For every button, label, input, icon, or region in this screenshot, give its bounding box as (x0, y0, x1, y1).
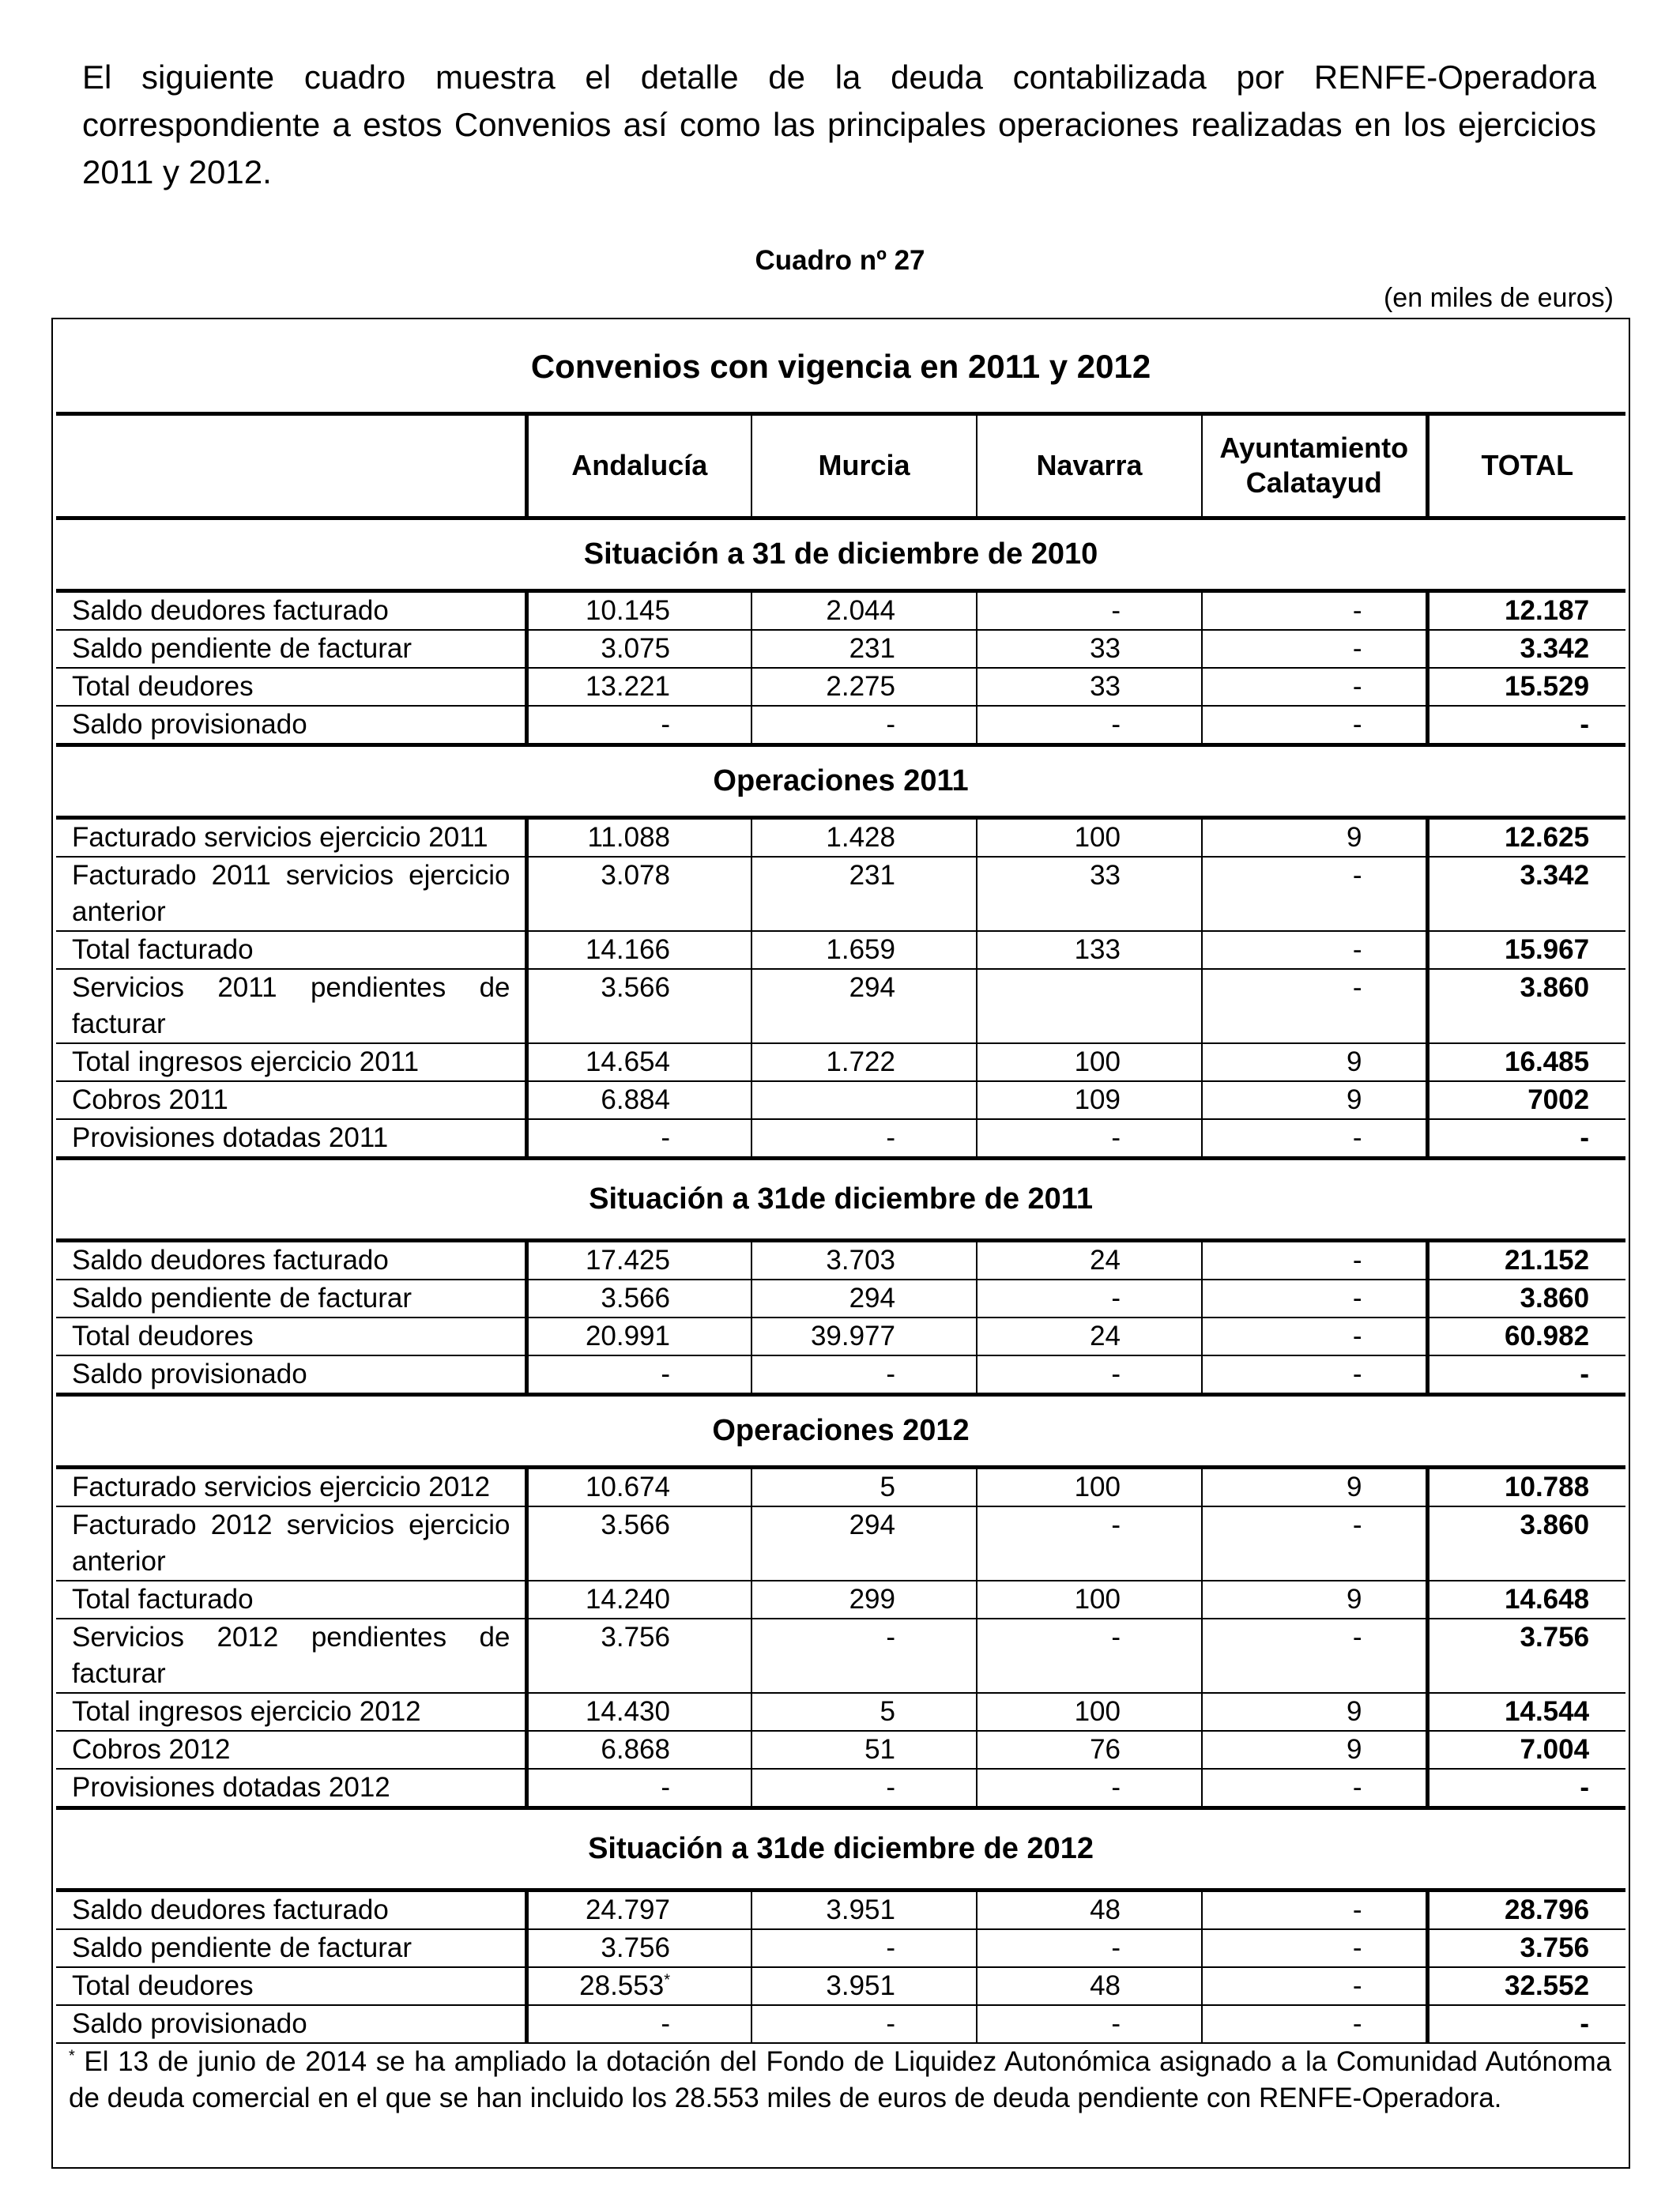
table-row (56, 1467, 1625, 1506)
cell-value: - (977, 590, 1202, 630)
table-row (56, 817, 1625, 857)
table-row (56, 969, 1625, 1043)
cell-value: 100 (977, 817, 1202, 857)
total-value: 12.625 (1427, 817, 1625, 857)
cell-value: 2.044 (751, 590, 977, 630)
cell-value: 9 (1202, 1043, 1427, 1081)
column-header-andalucia: Andalucía (526, 413, 751, 518)
cell-value: - (751, 1619, 977, 1693)
table-row (56, 1506, 1625, 1581)
table-row (56, 1081, 1625, 1119)
cell-value: 51 (751, 1731, 977, 1769)
total-value: 7002 (1427, 1081, 1625, 1119)
cell-value: 33 (977, 668, 1202, 706)
cell-value: 109 (977, 1081, 1202, 1119)
table-row (56, 668, 1625, 706)
total-value: 60.982 (1427, 1318, 1625, 1355)
column-header-navarra: Navarra (977, 413, 1202, 518)
cell-value: 3.075 (526, 630, 751, 668)
section-title: Operaciones 2011 (56, 745, 1625, 817)
table-row (56, 590, 1625, 630)
cell-value: - (1202, 931, 1427, 969)
row-label: Saldo pendiente de facturar (56, 630, 526, 668)
cell-value: 11.088 (526, 817, 751, 857)
cell-value: - (977, 1929, 1202, 1967)
cell-value: 14.430 (526, 1693, 751, 1731)
total-value: - (1427, 1119, 1625, 1159)
total-value: 7.004 (1427, 1731, 1625, 1769)
table-row (56, 1769, 1625, 1808)
cell-value: 5 (751, 1693, 977, 1731)
row-label: Provisiones dotadas 2012 (56, 1769, 526, 1808)
row-label: Saldo deudores facturado (56, 590, 526, 630)
cell-value: - (1202, 969, 1427, 1043)
cell-value: 133 (977, 931, 1202, 969)
total-value: 3.860 (1427, 969, 1625, 1043)
table-row (56, 857, 1625, 931)
units-label: (en miles de euros) (1383, 283, 1614, 313)
table-row (56, 1355, 1625, 1395)
cell-value: 76 (977, 1731, 1202, 1769)
table-row (56, 1929, 1625, 1967)
column-header-calatayud-line1: Ayuntamiento (1219, 432, 1409, 464)
row-label: Total ingresos ejercicio 2011 (56, 1043, 526, 1081)
cuadro-title: Cuadro nº 27 (755, 245, 925, 276)
cell-value: 3.756 (526, 1929, 751, 1967)
cell-value: - (977, 1506, 1202, 1581)
table-row (56, 931, 1625, 969)
total-value: 16.485 (1427, 1043, 1625, 1081)
cell-value: - (751, 706, 977, 745)
row-label: Total facturado (56, 1581, 526, 1619)
cell-value: 5 (751, 1467, 977, 1506)
column-header-calatayud-line2: Calatayud (1245, 466, 1382, 499)
cell-value: - (1202, 1355, 1427, 1395)
row-label: Total ingresos ejercicio 2012 (56, 1693, 526, 1731)
cell-value: - (1202, 1280, 1427, 1318)
row-label: Facturado 2011 servicios ejercicio anterior (56, 857, 526, 931)
total-value: 14.648 (1427, 1581, 1625, 1619)
cell-value: - (1202, 630, 1427, 668)
debt-table (56, 322, 1625, 2122)
table-row (56, 1581, 1625, 1619)
total-value: - (1427, 2005, 1625, 2043)
total-value: 3.860 (1427, 1280, 1625, 1318)
column-header-total: TOTAL (1427, 413, 1625, 518)
table-row (56, 1619, 1625, 1693)
cell-value: - (1202, 857, 1427, 931)
cell-value: 14.240 (526, 1581, 751, 1619)
total-value: 3.756 (1427, 1929, 1625, 1967)
column-header-calatayud (1202, 413, 1427, 518)
intro-paragraph: El siguiente cuadro muestra el detalle de la deuda contabilizada por RENFE-Operadora correspondiente a estos Convenios así como las principales operaciones realizadas en los ejercicios 2011 y 2012. (82, 58, 1596, 190)
cell-value: 231 (751, 630, 977, 668)
cell-value: - (751, 1769, 977, 1808)
cell-value: 6.868 (526, 1731, 751, 1769)
table-row (56, 1967, 1625, 2005)
cell-value: - (661, 1122, 670, 1153)
total-value: - (1427, 1769, 1625, 1808)
row-label: Saldo provisionado (56, 706, 526, 745)
row-label: Facturado servicios ejercicio 2011 (56, 817, 526, 857)
row-label: Total facturado (56, 931, 526, 969)
cell-value (977, 969, 1202, 1043)
table-row (56, 2005, 1625, 2043)
row-label: Saldo pendiente de facturar (56, 1280, 526, 1318)
section-title: Situación a 31de diciembre de 2011 (56, 1158, 1625, 1240)
cell-value: 24 (977, 1318, 1202, 1355)
cell-value: 9 (1202, 1693, 1427, 1731)
table-row (56, 1119, 1625, 1159)
total-value: 3.342 (1427, 857, 1625, 931)
footnote-marker: * (664, 1970, 670, 1989)
row-label: Facturado 2012 servicios ejercicio anterior (56, 1506, 526, 1581)
row-label: Saldo deudores facturado (56, 1890, 526, 1929)
cell-value: 3.951 (751, 1967, 977, 2005)
total-value: - (1427, 706, 1625, 745)
cell-value: - (661, 708, 670, 740)
cell-value: - (977, 1355, 1202, 1395)
cell-value: - (1202, 1929, 1427, 1967)
total-value: 15.529 (1427, 668, 1625, 706)
cell-value: - (661, 1358, 670, 1389)
cell-value: 299 (751, 1581, 977, 1619)
table-row (56, 706, 1625, 745)
cell-value: 24.797 (526, 1890, 751, 1929)
cell-value: - (977, 706, 1202, 745)
row-label: Total deudores (56, 1967, 526, 2005)
cell-value: 3.566 (526, 1280, 751, 1318)
row-label: Saldo deudores facturado (56, 1240, 526, 1280)
cell-value: 1.428 (751, 817, 977, 857)
row-label: Saldo pendiente de facturar (56, 1929, 526, 1967)
table-row (56, 1318, 1625, 1355)
cell-value: - (1202, 1506, 1427, 1581)
cell-value: 24 (977, 1240, 1202, 1280)
cell-value: 294 (751, 1280, 977, 1318)
table-row (56, 1890, 1625, 1929)
cell-value: 3.566 (526, 969, 751, 1043)
row-label: Servicios 2012 pendientes de facturar (56, 1619, 526, 1693)
cell-value: 3.703 (751, 1240, 977, 1280)
table-row (56, 1693, 1625, 1731)
cell-value (526, 1967, 751, 2005)
row-label: Saldo provisionado (56, 2005, 526, 2043)
footnote (56, 2043, 1625, 2122)
cell-value: 9 (1202, 1467, 1427, 1506)
total-value: 3.860 (1427, 1506, 1625, 1581)
cell-value: - (1202, 1769, 1427, 1808)
cell-value: 14.654 (526, 1043, 751, 1081)
row-label: Saldo provisionado (56, 1355, 526, 1395)
total-value: 12.187 (1427, 590, 1625, 630)
section-title: Situación a 31de diciembre de 2012 (56, 1808, 1625, 1890)
cell-value: - (977, 2005, 1202, 2043)
cell-value: - (661, 1771, 670, 1803)
row-label: Facturado servicios ejercicio 2012 (56, 1467, 526, 1506)
cell-value: - (1202, 1619, 1427, 1693)
total-value: 3.342 (1427, 630, 1625, 668)
cell-value: 13.221 (526, 668, 751, 706)
cell-value: - (1202, 1119, 1427, 1159)
cell-value: 3.566 (526, 1506, 751, 1581)
cell-value: 48 (977, 1967, 1202, 2005)
cell-value: - (1202, 1240, 1427, 1280)
cell-value: - (977, 1769, 1202, 1808)
total-value: 14.544 (1427, 1693, 1625, 1731)
cell-value: - (751, 1119, 977, 1159)
cell-value: - (1202, 2005, 1427, 2043)
column-header-murcia: Murcia (751, 413, 977, 518)
cell-value: 294 (751, 1506, 977, 1581)
total-value: 32.552 (1427, 1967, 1625, 2005)
table-row (56, 1731, 1625, 1769)
cell-value: 2.275 (751, 668, 977, 706)
table-row (56, 1240, 1625, 1280)
cell-value: 100 (977, 1043, 1202, 1081)
cell-value: - (751, 1355, 977, 1395)
cell-value (751, 1081, 977, 1119)
cell-value: 9 (1202, 1731, 1427, 1769)
cell-value: - (977, 1619, 1202, 1693)
cell-value: 10.145 (526, 590, 751, 630)
cell-value: 9 (1202, 1581, 1427, 1619)
row-label: Total deudores (56, 1318, 526, 1355)
table-title: Convenios con vigencia en 2011 y 2012 (530, 348, 1151, 386)
cell-value: 100 (977, 1467, 1202, 1506)
cell-value: - (1202, 668, 1427, 706)
cell-value: - (751, 1929, 977, 1967)
cell-value: 6.884 (526, 1081, 751, 1119)
cell-value: - (1202, 1318, 1427, 1355)
cell-value: - (1202, 1967, 1427, 2005)
section-title: Operaciones 2012 (56, 1394, 1625, 1467)
total-value: 15.967 (1427, 931, 1625, 969)
cell-value: 39.977 (751, 1318, 977, 1355)
cell-value: 14.166 (526, 931, 751, 969)
cell-value: 3.078 (526, 857, 751, 931)
cell-value: 1.722 (751, 1043, 977, 1081)
cell-value: 48 (977, 1890, 1202, 1929)
total-value: 3.756 (1427, 1619, 1625, 1693)
cell-value: 294 (751, 969, 977, 1043)
cell-value: 100 (977, 1581, 1202, 1619)
cell-value: 1.659 (751, 931, 977, 969)
total-value: 10.788 (1427, 1467, 1625, 1506)
cell-value: - (1202, 1890, 1427, 1929)
cell-value: 3.951 (751, 1890, 977, 1929)
cell-value: 9 (1202, 817, 1427, 857)
cell-value: 17.425 (526, 1240, 751, 1280)
cell-value: 20.991 (526, 1318, 751, 1355)
cell-value: - (751, 2005, 977, 2043)
cell-value: 3.756 (526, 1619, 751, 1693)
total-value: 28.796 (1427, 1890, 1625, 1929)
table-row (56, 1280, 1625, 1318)
table-row (56, 1043, 1625, 1081)
cell-value: - (1202, 706, 1427, 745)
total-value: - (1427, 1355, 1625, 1395)
cell-value: 9 (1202, 1081, 1427, 1119)
cell-value: - (1202, 590, 1427, 630)
cell-value: - (661, 2007, 670, 2039)
cell-value: 100 (977, 1693, 1202, 1731)
row-label: Total deudores (56, 668, 526, 706)
row-label: Provisiones dotadas 2011 (56, 1119, 526, 1159)
header-blank-cell (56, 413, 526, 518)
cell-number: 28.553 (579, 1970, 665, 2001)
cell-value: - (977, 1119, 1202, 1159)
footnote-text: El 13 de junio de 2014 se ha ampliado la dotación del Fondo de Liquidez Autonómica asignado a la Comunidad Autónoma de deuda comercial en el que se han incluido los 28.553 miles de euros de deuda pendiente con RENFE-Operadora. (69, 2045, 1612, 2113)
cell-value: 10.674 (526, 1467, 751, 1506)
cell-value: 33 (977, 630, 1202, 668)
cell-value: 231 (751, 857, 977, 931)
cell-value: - (977, 1280, 1202, 1318)
table-row (56, 630, 1625, 668)
row-label: Cobros 2012 (56, 1731, 526, 1769)
cell-value: 33 (977, 857, 1202, 931)
row-label: Cobros 2011 (56, 1081, 526, 1119)
row-label: Servicios 2011 pendientes de facturar (56, 969, 526, 1043)
footnote-marker: * (69, 2046, 75, 2064)
total-value: 21.152 (1427, 1240, 1625, 1280)
section-title: Situación a 31 de diciembre de 2010 (56, 518, 1625, 590)
